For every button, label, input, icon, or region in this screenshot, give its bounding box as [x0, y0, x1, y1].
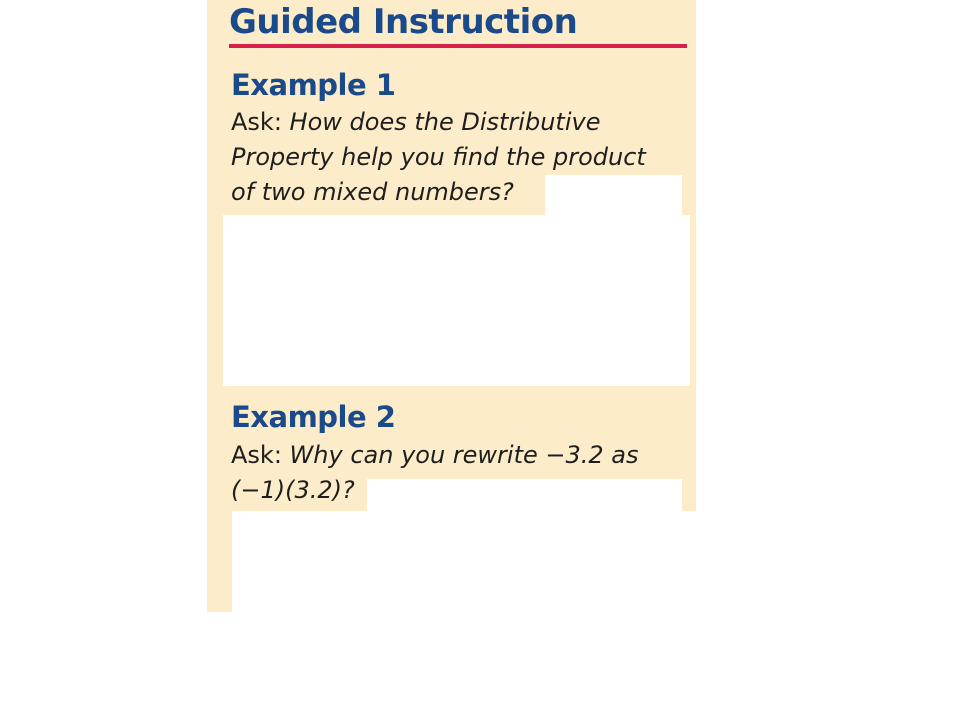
answer-cover-1-main	[223, 215, 690, 386]
example-2-title: Example 2	[231, 400, 396, 434]
example-1-question-line-2: Property help you find the product	[231, 143, 646, 171]
example-1-question-line-3: of two mixed numbers?	[231, 178, 514, 206]
example-2-question-line-2: (−1)(3.2)?	[231, 476, 355, 504]
example-1-question-line-1: How does the Distributive	[289, 108, 601, 136]
ask-label: Ask:	[231, 441, 290, 469]
example-1-title: Example 1	[231, 68, 396, 102]
section-heading: Guided Instruction	[229, 2, 578, 42]
ask-label: Ask:	[231, 108, 290, 136]
heading-underline	[229, 44, 687, 48]
answer-cover-1-top	[545, 175, 682, 215]
example-2-question-line-1: Why can you rewrite −3.2 as	[289, 441, 639, 469]
answer-cover-2-top	[367, 479, 682, 511]
answer-cover-2-main	[232, 511, 696, 612]
